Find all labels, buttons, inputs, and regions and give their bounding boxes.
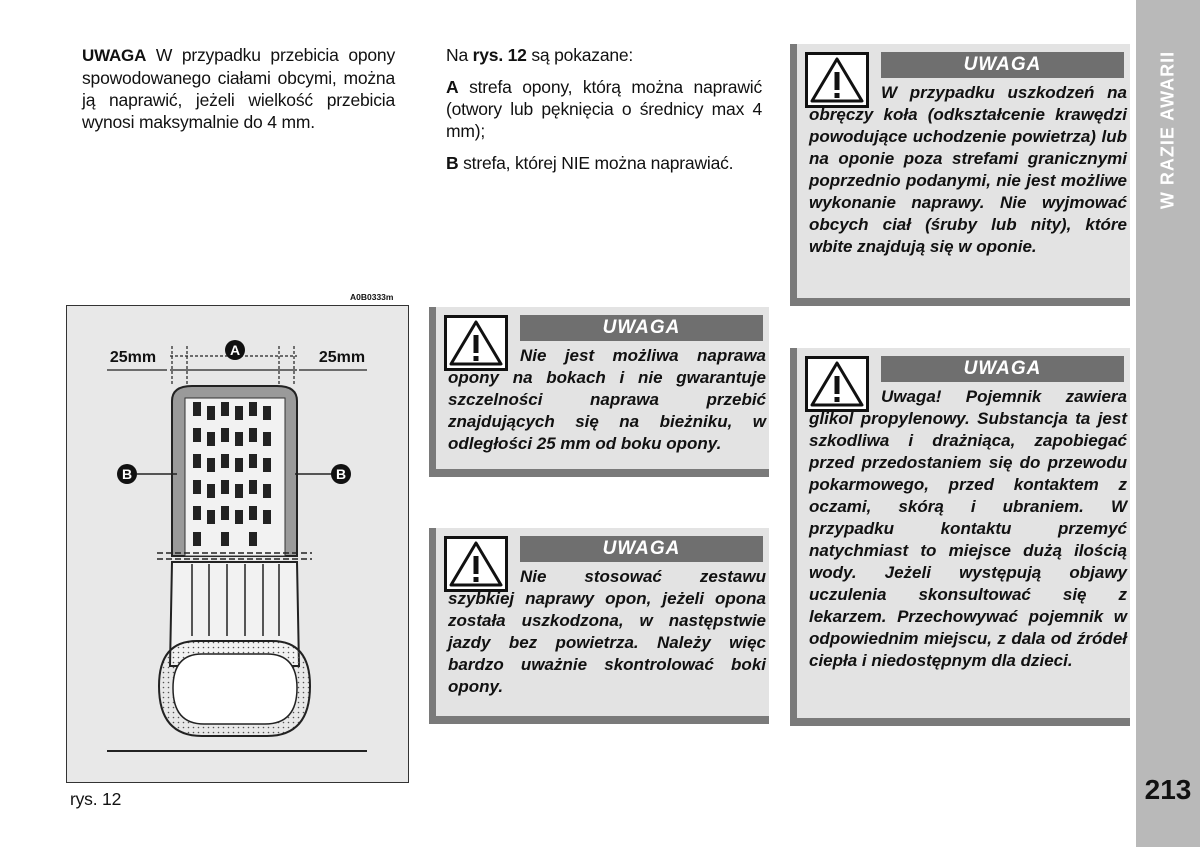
item-b: [446, 152, 762, 174]
warning-text: Nie stosować zestawu szybkiej naprawy opon, jeżeli opona została uszkodzona, w następstwie jazdy bez powietrza. Należy więc bardzo uważnie skontrolować boki opony.: [448, 567, 766, 696]
marker-b-left: B: [121, 466, 133, 482]
right-width-label: 25mm: [318, 349, 366, 366]
warning-title: UWAGA: [881, 356, 1124, 382]
warning-text: Nie jest możliwa naprawa opony na bokach i nie gwarantuje szczelności naprawa przebić znajdujących się na bieżniku, w odległości 25 mm od boku opony.: [448, 346, 766, 453]
note-lead: UWAGA: [82, 46, 147, 65]
item-b-text: strefa, której NIE można naprawiać.: [458, 153, 734, 173]
warning-title: UWAGA: [881, 52, 1124, 78]
intro-pre: Na: [446, 45, 473, 65]
left-width-label: 25mm: [109, 349, 157, 366]
item-a: [446, 76, 762, 142]
intro-post: są pokazane:: [526, 45, 634, 65]
warning-box-2: [429, 307, 769, 477]
figure-frame: [66, 305, 409, 783]
figure-caption: rys. 12: [70, 789, 122, 809]
note-text: W przypadku przebicia opony spowodowanego ciałami obcymi, można ją naprawić, jeżeli wielkość przebicia wynosi maksymalnie do 4 mm.: [82, 45, 395, 132]
warning-text: Uwaga! Pojemnik zawiera glikol propylenowy. Substancja ta jest szkodliwa i drażniąca, zapobiegać przed przedostaniem się do przewodu pokarmowego, przed kontaktem z oczami, skórą i ubraniem. W przypadku kontaktu przemyć natychmiast to miejsce dużą ilością wody. Jeżeli występują objawy uczulenia skonsultować się z lekarzem. Przechowywać pojemnik w odpowiednim miejscu, z dala od źródeł ciepła i niedostępnym dla dzieci.: [809, 387, 1127, 670]
marker-b-right: B: [335, 466, 347, 482]
marker-a: A: [229, 342, 241, 358]
note-tire-puncture: [82, 44, 395, 133]
figure-explanation: [446, 44, 762, 174]
tire-diagram: [67, 306, 407, 781]
warning-box-3: [429, 528, 769, 724]
item-b-label: B: [446, 153, 459, 173]
figure-intro: [446, 44, 762, 66]
section-title: W RAZIE AWARII: [1157, 50, 1178, 210]
warning-box-4: [790, 348, 1130, 726]
warning-box-1: [790, 44, 1130, 306]
item-a-label: A: [446, 77, 459, 97]
warning-text: W przypadku uszkodzeń na obręczy koła (odkształcenie krawędzi powodujące uchodzenie powietrza) lub na oponie poza strefami granicznymi poprzednio podanymi, nie jest możliwe wykonanie naprawy. Nie wyjmować obcych ciał (śruby lub nity), które wbite znajdują się w oponie.: [809, 83, 1127, 256]
warning-title: UWAGA: [520, 315, 763, 341]
item-a-text: strefa opony, którą można naprawić (otwory lub pęknięcia o średnicy max 4 mm);: [446, 77, 762, 141]
figure-reference: rys. 12: [472, 45, 527, 65]
page-number: 213: [1144, 774, 1192, 805]
figure-code: A0B0333m: [350, 292, 394, 302]
warning-title: UWAGA: [520, 536, 763, 562]
